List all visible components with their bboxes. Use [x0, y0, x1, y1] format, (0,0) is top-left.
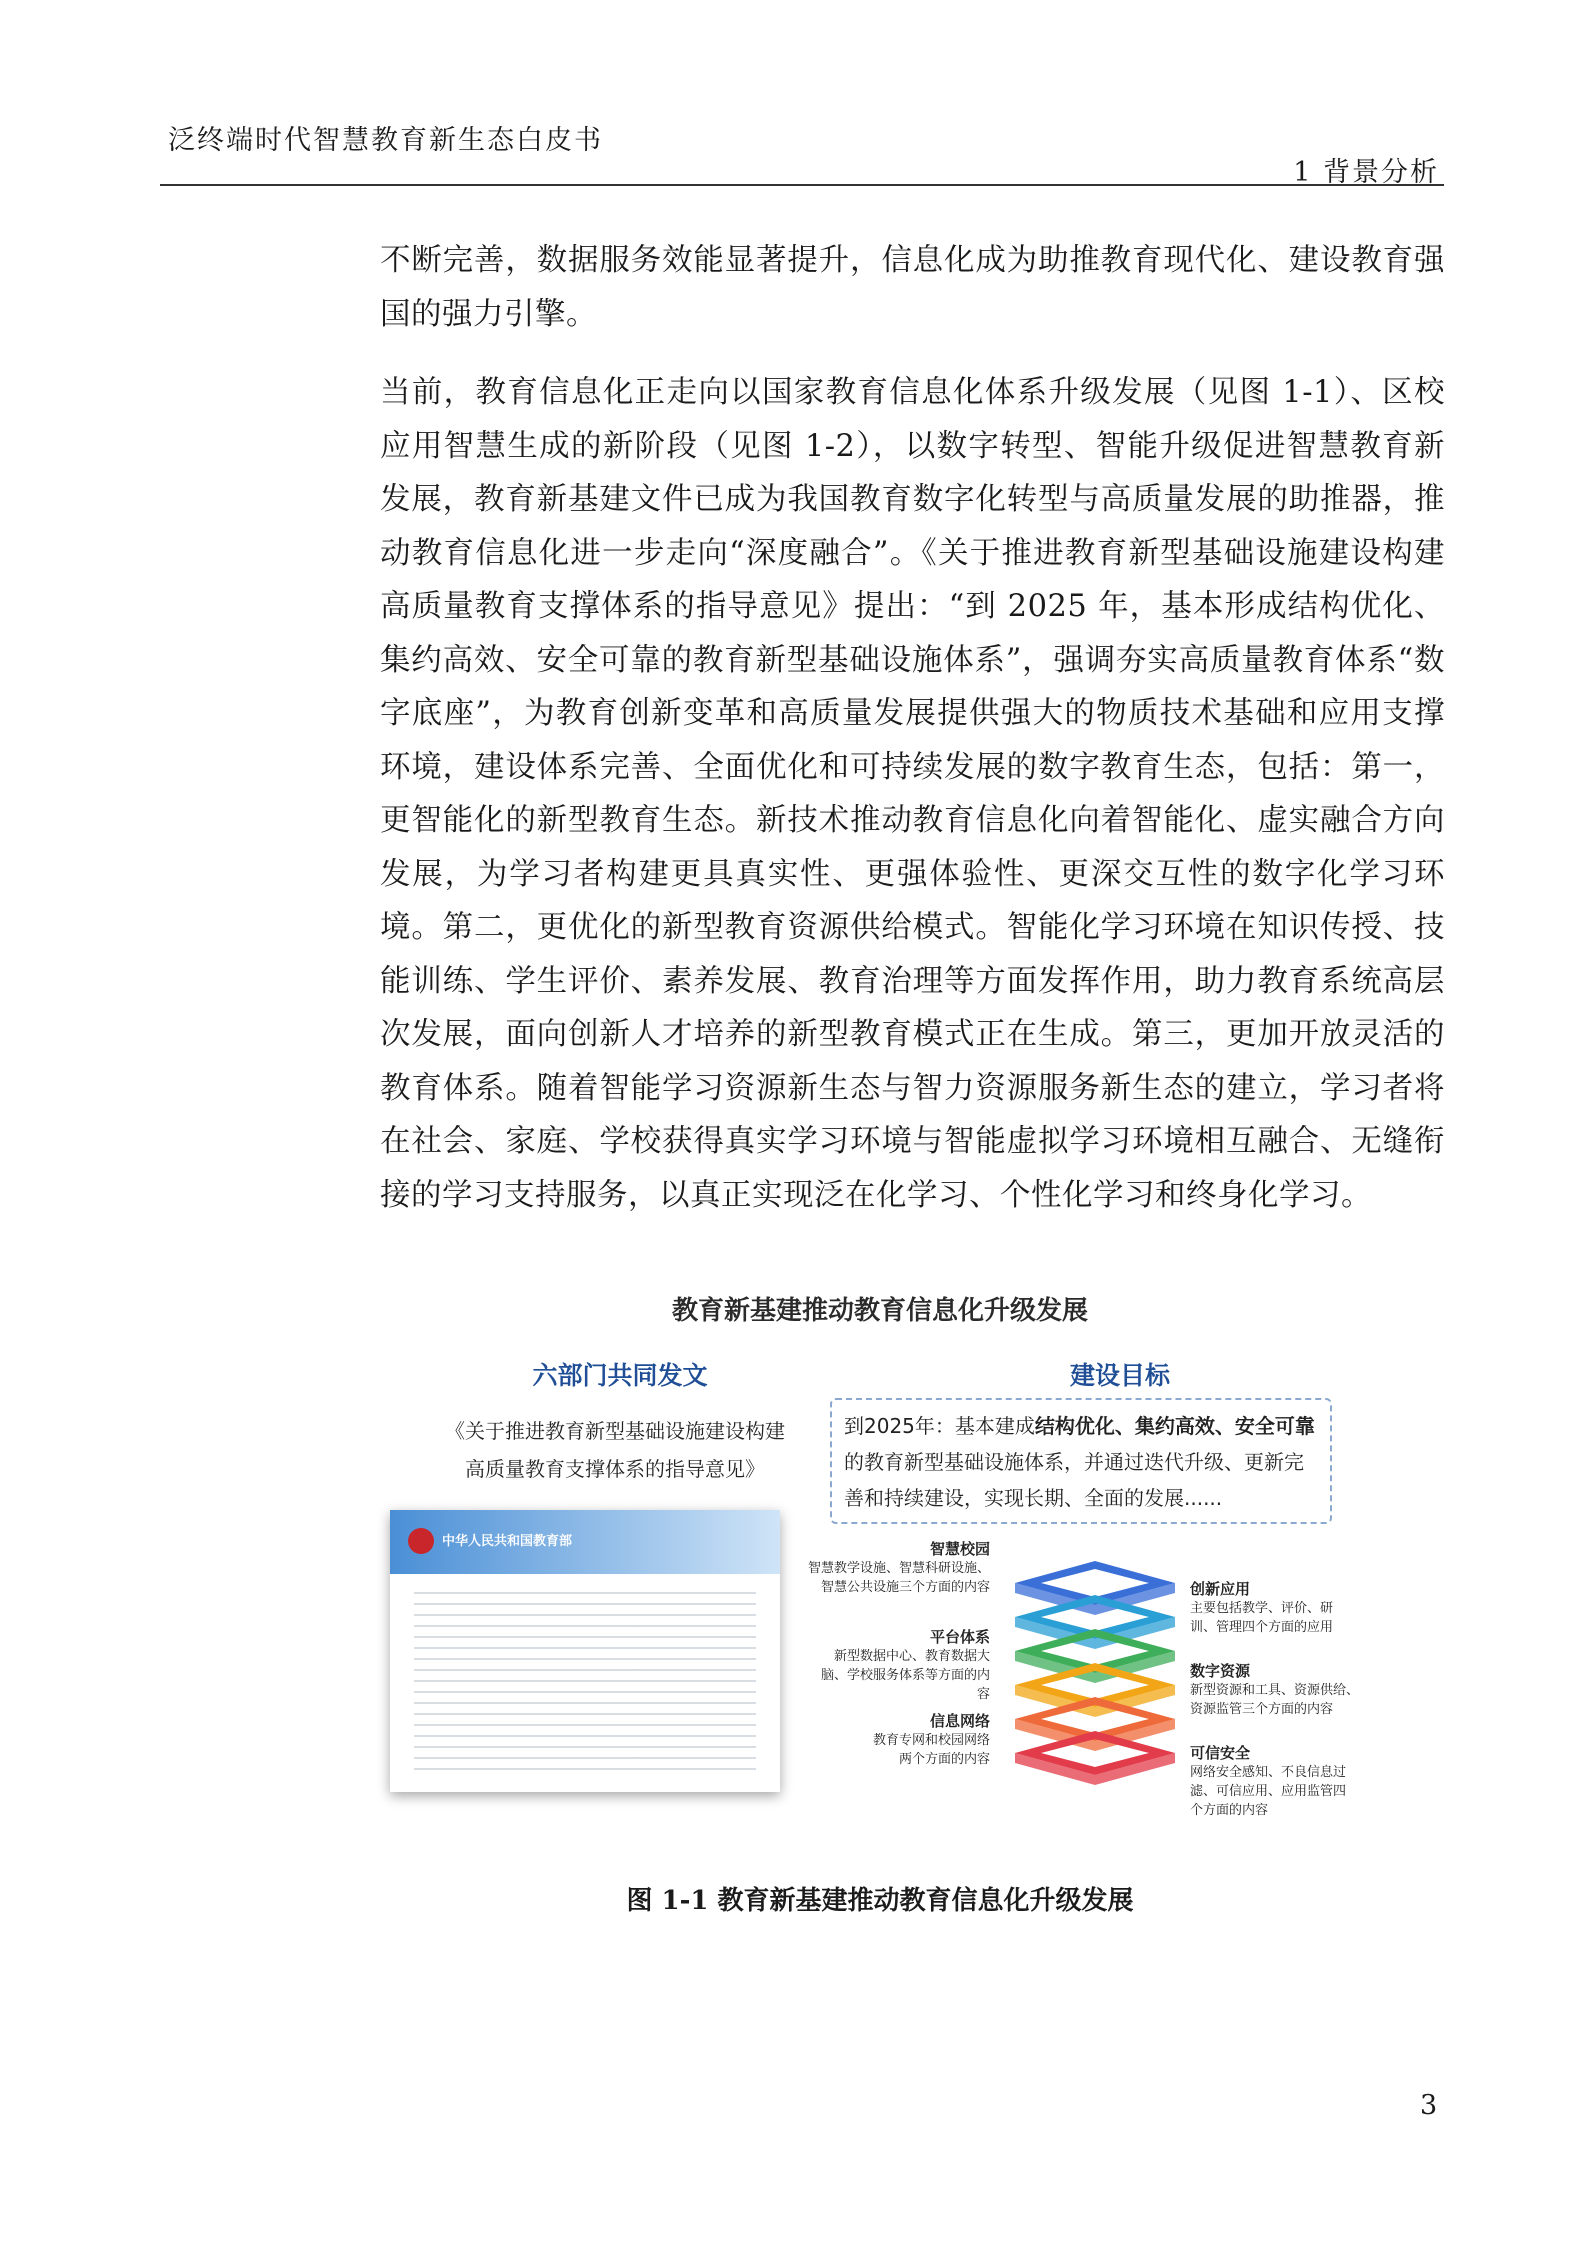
label-smart-campus-title: 智慧校园: [929, 1540, 990, 1558]
label-security-desc-3: 个方面的内容: [1190, 1803, 1269, 1818]
label-innovation-desc-2: 训、管理四个方面的应用: [1190, 1620, 1334, 1635]
header-section: 1 背景分析: [1293, 157, 1439, 188]
label-security-title: 可信安全: [1190, 1744, 1251, 1762]
label-resource: [1190, 1662, 1390, 1719]
label-smart-campus: [760, 1540, 990, 1597]
screenshot-text-lines: [414, 1592, 756, 1778]
screenshot-banner: [390, 1510, 780, 1574]
figure-caption: 图 1-1 教育新基建推动教育信息化升级发展: [626, 1886, 1134, 1916]
figure-left-heading: 六部门共同发文: [532, 1361, 708, 1390]
label-platform-desc-3: 容: [976, 1687, 990, 1702]
label-security-desc-1: 网络安全感知、不良信息过: [1190, 1765, 1347, 1780]
figure-doc-title: [400, 1412, 830, 1488]
label-resource-desc-2: 资源监管三个方面的内容: [1190, 1702, 1334, 1717]
label-platform-desc-1: 新型数据中心、教育数据大: [833, 1649, 990, 1664]
label-resource-desc-1: 新型资源和工具、资源供给、: [1190, 1683, 1360, 1698]
header-book-title: 泛终端时代智慧教育新生态白皮书: [168, 125, 603, 156]
label-network-desc-2: 两个方面的内容: [898, 1752, 990, 1767]
national-emblem-icon: [408, 1528, 434, 1554]
goal-box: [830, 1398, 1332, 1524]
goal-bold-1: 结构优化、集约高效、安全: [1034, 1414, 1275, 1438]
doc-title-line-2: 高质量教育支撑体系的指导意见》: [465, 1457, 765, 1481]
goal-bold-2: 可靠: [1274, 1414, 1315, 1438]
label-smart-campus-desc-1: 智慧教学设施、智慧科研设施、: [807, 1561, 990, 1576]
layer-stack-diagram: [1000, 1555, 1190, 1785]
layer-innovation: [1015, 1561, 1175, 1615]
label-network: [800, 1712, 990, 1769]
paragraph-1: 不断完善，数据服务效能显著提升，信息化成为助推教育现代化、建设教育强国的强力引擎。: [380, 243, 1445, 332]
label-platform-title: 平台体系: [929, 1628, 990, 1646]
label-network-desc-1: 教育专网和校园网络: [872, 1733, 990, 1748]
label-innovation: [1190, 1580, 1380, 1637]
header-rule: [160, 184, 1444, 186]
goal-text-2: 的教育新型基础设施体系，并通过迭代升级、更新完善和持续建设，实现长期、全面的发展......: [844, 1450, 1304, 1510]
label-innovation-desc-1: 主要包括教学、评价、研: [1190, 1601, 1334, 1616]
label-smart-campus-desc-2: 智慧公共设施三个方面的内容: [820, 1580, 990, 1595]
label-network-title: 信息网络: [929, 1712, 990, 1730]
paragraph-2: 当前，教育信息化正走向以国家教育信息化体系升级发展（见图 1-1）、区校应用智慧生成的新阶段（见图 1-2），以数字转型、智能升级促进智慧教育新发展，教育新基建文件已成为我国教育数字化转型与高质量发展的助推器，推动教育信息化进一步走向“深度融合”。《关于推进教育新型基础设施建设构建高质量教育支撑体系的指导意见》提出：“到 2025 年，基本形成结构优化、集约高效、安全可靠的教育新型基础设施体系”，强调夯实高质量教育体系“数字底座”，为教育创新变革和高质量发展提供强大的物质技术基础和应用支撑环境，建设体系完善、全面优化和可持续发展的数字教育生态，包括：第一，更智能化的新型教育生态。新技术推动教育信息化向着智能化、虚实融合方向发展，为学习者构建更具真实性、更强体验性、更深交互性的数字化学习环境。第二，更优化的新型教育资源供给模式。智能化学习环境在知识传授、技能训练、学生评价、素养发展、教育治理等方面发挥作用，助力教育系统高层次发展，面向创新人才培养的新型教育模式正在生成。第三，更加开放灵活的教育体系。随着智能学习资源新生态与智力资源服务新生态的建立，学习者将在社会、家庭、学校获得真实学习环境与智能虚拟学习环境相互融合、无缝衔接的学习支持服务，以真正实现泛在化学习、个性化学习和终身化学习。: [380, 375, 1445, 1213]
goal-text-1: 到2025年：基本建成: [844, 1414, 1035, 1438]
doc-title-line-1: 《关于推进教育新型基础设施建设构建: [445, 1419, 785, 1443]
screenshot-org-name: 中华人民共和国教育部: [442, 1534, 573, 1549]
figure-right-heading: 建设目标: [1069, 1361, 1170, 1390]
label-innovation-title: 创新应用: [1190, 1580, 1251, 1598]
page-number: 3: [1420, 2090, 1438, 2121]
figure-title: 教育新基建推动教育信息化升级发展: [671, 1296, 1088, 1326]
label-platform-desc-2: 脑、学校服务体系等方面的内: [820, 1668, 990, 1683]
label-security-desc-2: 滤、可信应用、应用监管四: [1190, 1784, 1347, 1799]
ministry-document-screenshot: [390, 1510, 780, 1792]
label-platform: [780, 1628, 990, 1704]
label-resource-title: 数字资源: [1190, 1662, 1251, 1680]
label-security: [1190, 1744, 1390, 1820]
